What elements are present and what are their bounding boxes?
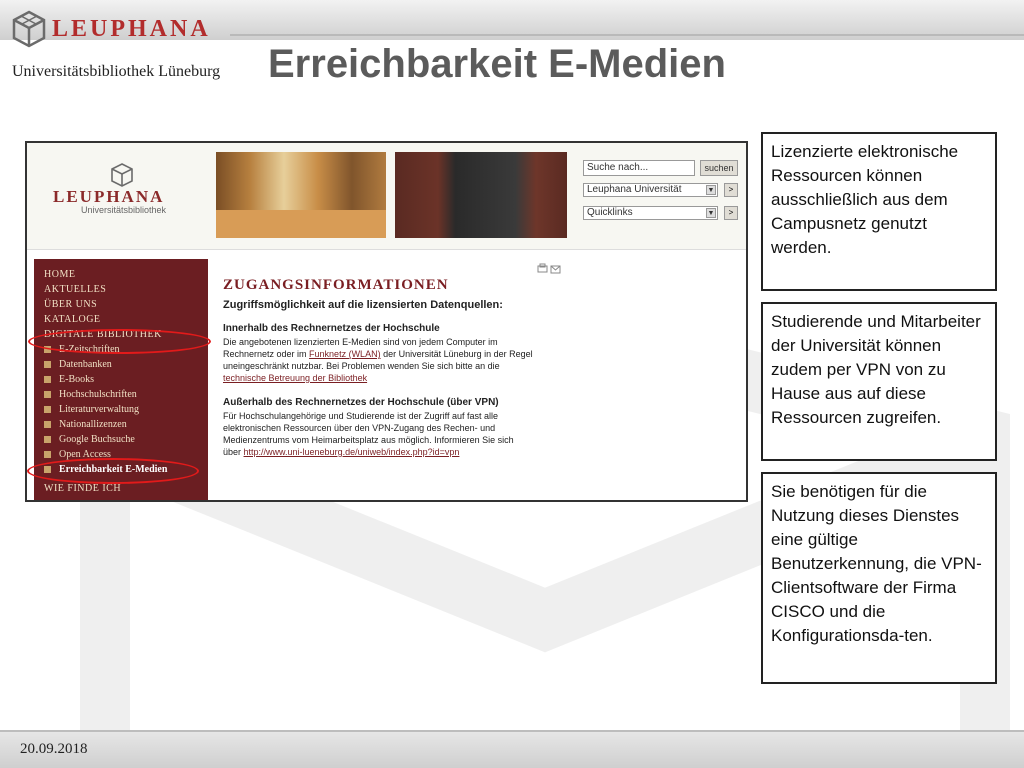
nav-sub-item[interactable]: E-Books (44, 374, 94, 385)
nav-sub-item[interactable]: Open Access (44, 449, 111, 460)
search-button[interactable]: suchen (700, 160, 738, 176)
square-bullet-icon (44, 436, 51, 443)
info-box-vpn: Studierende und Mitarbeiter der Universität können zudem per VPN von zu Hause aus auf diese Ressourcen zugreifen. (761, 302, 997, 461)
highlight-ring (27, 458, 199, 484)
chevron-down-icon: ▼ (707, 187, 715, 194)
website-content (223, 263, 743, 493)
content-heading: ZUGANGSINFORMATIONEN (223, 277, 449, 293)
nav-sub-item[interactable]: Datenbanken (44, 359, 112, 370)
footer-bar (0, 730, 1024, 768)
nav-sub-item[interactable]: E-Zeitschriften (44, 344, 120, 355)
leuphana-cube-icon (12, 10, 46, 48)
quicklinks-select[interactable] (583, 206, 718, 220)
tech-support-link[interactable]: technische Betreuung der Bibliothek (223, 373, 368, 383)
nav-sub-item[interactable]: Nationallizenzen (44, 419, 127, 430)
section-inside-title: Innerhalb des Rechnernetzes der Hochschule (223, 323, 440, 334)
chevron-down-icon: ▼ (707, 210, 715, 217)
square-bullet-icon (44, 421, 51, 428)
print-mail-icons[interactable] (537, 263, 561, 275)
university-select-value: Leuphana Universität (587, 184, 682, 195)
info-box-requirements: Sie benötigen für die Nutzung dieses Dienstes eine gültige Benutzerkennung, die VPN-Clientsoftware der Firma CISCO und die Konfigurationsda-ten. (761, 472, 997, 684)
nav-sub-item[interactable]: Literaturverwaltung (44, 404, 139, 415)
square-bullet-icon (44, 361, 51, 368)
leuphana-cube-icon (111, 163, 133, 187)
website-logo-name: LEUPHANA (53, 187, 165, 206)
library-website-screenshot (25, 141, 748, 502)
quicklinks-select-value: Quicklinks (587, 207, 633, 218)
brand-subtitle: Universitätsbibliothek Lüneburg (12, 63, 221, 80)
nav-item-wie-finde-ich[interactable]: WIE FINDE ICH (44, 483, 122, 494)
wlan-link[interactable]: Funknetz (WLAN) (309, 349, 381, 359)
nav-sub-item[interactable]: Hochschulschriften (44, 389, 137, 400)
section-inside-text: Die angebotenen lizenzierten E-Medien sind von jedem Computer im Rechnernetz oder im Funknetz (WLAN) der Universität Lüneburg in der Regel uneingeschränkt nutzbar. Bei Problemen wenden Sie sich bitte an die technische Betreuung der Bibliothek (223, 337, 533, 383)
library-photo-shelves (395, 152, 567, 238)
square-bullet-icon (44, 451, 51, 458)
website-header (27, 143, 746, 250)
square-bullet-icon (44, 376, 51, 383)
quicklinks-go-button[interactable]: > (724, 206, 738, 220)
section-vpn-title: Außerhalb des Rechnernetzes der Hochschule (über VPN) (223, 397, 499, 408)
info-box-campus: Lizenzierte elektronische Ressourcen können ausschließlich aus dem Campusnetz genutzt werden. (761, 132, 997, 291)
brand-name: LEUPHANA (52, 16, 211, 42)
square-bullet-icon (44, 391, 51, 398)
nav-item-aktuelles[interactable]: AKTUELLES (44, 284, 107, 295)
slide-date: 20.09.2018 (20, 741, 88, 757)
slide-title: Erreichbarkeit E-Medien (268, 42, 726, 86)
website-logo-subtitle: Universitätsbibliothek (81, 205, 167, 215)
vpn-link[interactable]: http://www.uni-lueneburg.de/uniweb/index.php?id=vpn (243, 447, 460, 457)
nav-sub-item[interactable]: Google Buchsuche (44, 434, 135, 445)
section-vpn-text: Für Hochschulangehörige und Studierende ist der Zugriff auf fast alle elektronischen Ressourcen über den VPN-Zugang des Rechen- und Medienzentrums vom Heimarbeitsplatz aus möglich. Informieren Sie sich über http://www.uni-lueneburg.de/uniweb/index.php?id=vpn (223, 411, 514, 457)
brand-logo (0, 0, 230, 95)
library-photo-reading (216, 152, 386, 238)
square-bullet-icon (44, 406, 51, 413)
nav-item-digitale-bibliothek[interactable]: DIGITALE BIBLIOTHEK (44, 329, 162, 340)
nav-sub-item-active[interactable]: Erreichbarkeit E-Medien (44, 464, 167, 475)
highlight-ring (28, 329, 211, 354)
search-input[interactable]: Suche nach... (583, 160, 695, 176)
university-select[interactable] (583, 183, 718, 197)
nav-item-ueber-uns[interactable]: ÜBER UNS (44, 299, 98, 310)
university-go-button[interactable]: > (724, 183, 738, 197)
nav-item-home[interactable]: HOME (44, 269, 76, 280)
content-subheading: Zugriffsmöglichkeit auf die lizensierten Datenquellen: (223, 299, 503, 311)
nav-item-kataloge[interactable]: KATALOGE (44, 314, 101, 325)
